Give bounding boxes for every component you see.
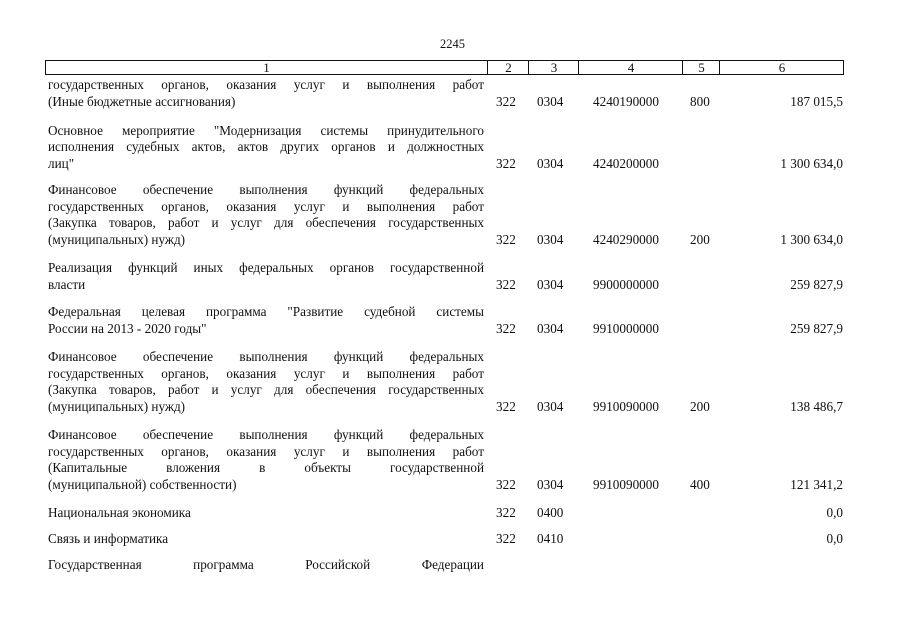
table-row [0, 426, 905, 493]
cell-col-2: 322 [496, 398, 516, 414]
table-row [0, 304, 905, 337]
description-line: (муниципальных) нужд) [48, 398, 186, 414]
header-col-4: 4 [578, 61, 683, 74]
cell-col-3: 0304 [537, 155, 564, 171]
row-description [48, 123, 484, 173]
cell-col-6: 0,0 [826, 504, 843, 520]
table-header-row [45, 60, 844, 75]
table-row [0, 348, 905, 415]
description-line: власти [48, 276, 86, 292]
description-line: Государственная программа Российской Федерации [48, 556, 484, 572]
description-line: государственных органов, оказания услуг и выполнения работ [48, 443, 484, 459]
cell-col-2: 322 [496, 530, 516, 546]
row-description [48, 77, 484, 110]
cell-col-6: 1 300 634,0 [780, 155, 843, 171]
row-description [48, 531, 484, 548]
cell-col-3: 0304 [537, 276, 564, 292]
row-description [48, 349, 484, 415]
cell-col-3: 0304 [537, 320, 564, 336]
row-description [48, 427, 484, 493]
cell-col-3: 0304 [537, 93, 564, 109]
table-row [0, 181, 905, 248]
cell-col-3: 0410 [537, 530, 564, 546]
cell-col-4: 9910090000 [593, 398, 659, 414]
row-description [48, 304, 484, 337]
cell-col-5: 200 [690, 231, 710, 247]
cell-col-2: 322 [496, 320, 516, 336]
description-line: Финансовое обеспечение выполнения функций федеральных [48, 349, 484, 364]
row-description [48, 182, 484, 248]
description-line: исполнения судебных актов, актов других органов и должностных [48, 139, 484, 154]
description-line: государственных органов, оказания услуг и выполнения работ [48, 198, 484, 214]
description-line: Реализация функций иных федеральных органов государственной [48, 260, 484, 275]
description-line: Связь и информатика [48, 530, 169, 546]
row-description [48, 557, 484, 574]
header-col-3: 3 [528, 61, 579, 74]
cell-col-5: 200 [690, 398, 710, 414]
description-line: Финансовое обеспечение выполнения функций федеральных [48, 182, 484, 197]
cell-col-6: 1 300 634,0 [780, 231, 843, 247]
cell-col-2: 322 [496, 231, 516, 247]
description-line: (Капитальные вложения в объекты государственной [48, 460, 484, 475]
cell-col-6: 259 827,9 [790, 276, 843, 292]
cell-col-4: 4240190000 [593, 93, 659, 109]
cell-col-4: 9910000000 [593, 320, 659, 336]
description-line: (Закупка товаров, работ и услуг для обеспечения государственных [48, 382, 484, 397]
cell-col-4: 4240290000 [593, 231, 659, 247]
cell-col-2: 322 [496, 155, 516, 171]
row-description [48, 260, 484, 293]
table-row [0, 122, 905, 172]
description-line: лиц" [48, 155, 75, 171]
cell-col-3: 0304 [537, 231, 564, 247]
table-row [0, 76, 905, 110]
description-line: государственных органов, оказания услуг и выполнения работ [48, 365, 484, 381]
cell-col-4: 9910090000 [593, 476, 659, 492]
header-col-1: 1 [263, 60, 270, 75]
table-row [0, 504, 905, 521]
row-description [48, 505, 484, 522]
page-number: 2245 [440, 37, 465, 51]
cell-col-5: 800 [690, 93, 710, 109]
cell-col-4: 4240200000 [593, 155, 659, 171]
cell-col-6: 121 341,2 [790, 476, 843, 492]
description-line: Финансовое обеспечение выполнения функций федеральных [48, 427, 484, 442]
description-line: Федеральная целевая программа "Развитие судебной системы [48, 304, 484, 319]
cell-col-2: 322 [496, 476, 516, 492]
description-line: (муниципальных) нужд) [48, 231, 186, 247]
header-col-6: 6 [719, 61, 844, 74]
description-line: (Закупка товаров, работ и услуг для обеспечения государственных [48, 215, 484, 230]
description-line: (Иные бюджетные ассигнования) [48, 93, 236, 109]
table-row [0, 556, 905, 573]
description-line: Национальная экономика [48, 504, 191, 520]
cell-col-6: 187 015,5 [790, 93, 843, 109]
header-col-5: 5 [682, 61, 720, 74]
cell-col-6: 0,0 [826, 530, 843, 546]
header-col-2: 2 [487, 61, 529, 74]
table-row [0, 259, 905, 293]
description-line: России на 2013 - 2020 годы" [48, 320, 207, 336]
cell-col-6: 138 486,7 [790, 398, 843, 414]
description-line: Основное мероприятие "Модернизация системы принудительного [48, 122, 484, 138]
cell-col-3: 0400 [537, 504, 564, 520]
description-line: государственных органов, оказания услуг и выполнения работ [48, 77, 484, 92]
cell-col-2: 322 [496, 504, 516, 520]
cell-col-2: 322 [496, 276, 516, 292]
cell-col-5: 400 [690, 476, 710, 492]
cell-col-4: 9900000000 [593, 276, 659, 292]
cell-col-3: 0304 [537, 476, 564, 492]
cell-col-6: 259 827,9 [790, 320, 843, 336]
cell-col-3: 0304 [537, 398, 564, 414]
cell-col-2: 322 [496, 93, 516, 109]
description-line: (муниципальной) собственности) [48, 476, 237, 492]
table-row [0, 530, 905, 547]
